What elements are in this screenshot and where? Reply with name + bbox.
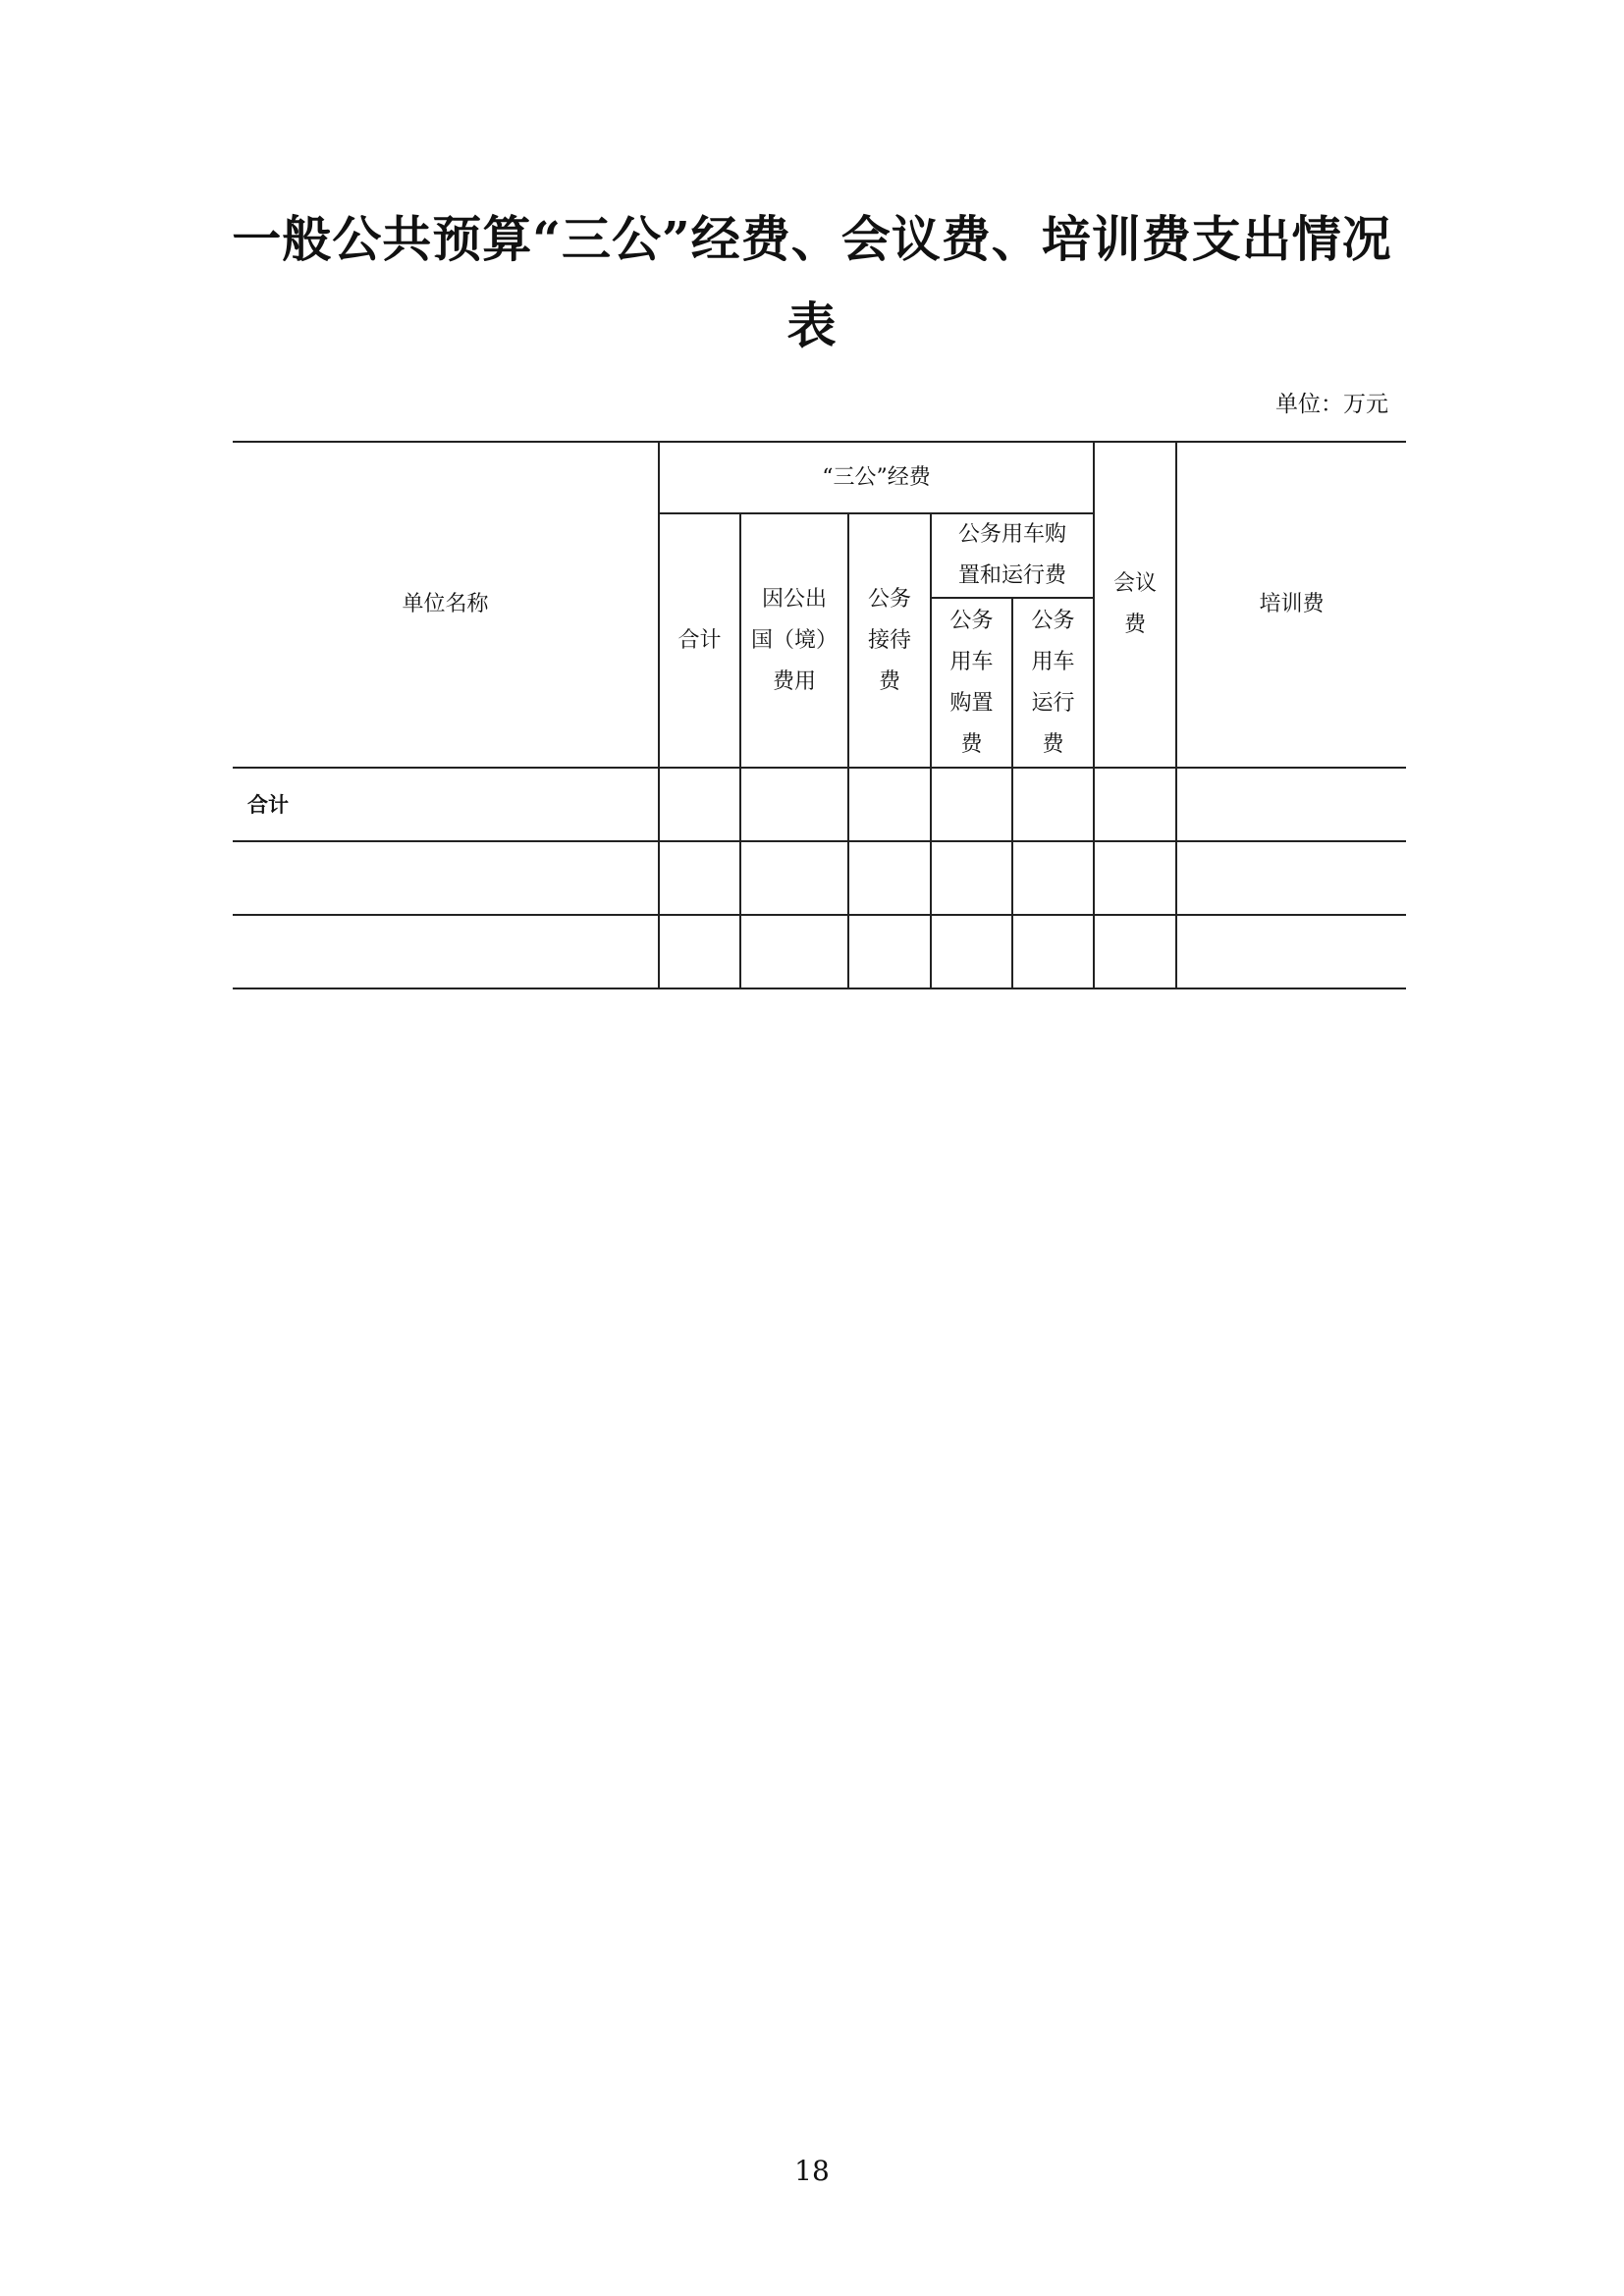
header-training: 培训费: [1176, 442, 1406, 768]
expenditure-table: [233, 441, 1406, 989]
row-unit-name: [233, 841, 659, 915]
table-cell: [740, 915, 848, 988]
table-cell: [848, 841, 931, 915]
table-cell: [848, 768, 931, 841]
table-cell: [848, 915, 931, 988]
row-unit-name: 合计: [233, 768, 659, 841]
table-cell: [740, 768, 848, 841]
title-line: 表: [786, 296, 838, 354]
header-row: [233, 442, 1406, 513]
header-abroad: 因公出 国（境） 费用: [740, 513, 848, 768]
table-row: [233, 841, 1406, 915]
header-vehicle-purchase: 公务 用车 购置 费: [931, 598, 1012, 768]
table-cell: [1012, 915, 1094, 988]
table-cell: [1094, 841, 1176, 915]
table-row: [233, 768, 1406, 841]
header-meeting: 会议 费: [1094, 442, 1176, 768]
table-cell: [1012, 768, 1094, 841]
table-cell: [659, 768, 740, 841]
table-cell: [1176, 915, 1406, 988]
header-total: 合计: [659, 513, 740, 768]
table-cell: [931, 841, 1012, 915]
header-reception: 公务 接待 费: [848, 513, 931, 768]
table-cell: [740, 841, 848, 915]
table-cell: [1176, 841, 1406, 915]
header-unit-name: 单位名称: [233, 442, 659, 768]
row-unit-name: [233, 915, 659, 988]
page-number: 18: [794, 2155, 830, 2187]
table-cell: [1094, 768, 1176, 841]
table-cell: [1012, 841, 1094, 915]
document-title: [0, 196, 1624, 369]
table-cell: [659, 915, 740, 988]
table-cell: [931, 915, 1012, 988]
header-vehicle: 公务用车购 置和运行费: [931, 513, 1094, 598]
table-cell: [931, 768, 1012, 841]
table-cell: [1094, 915, 1176, 988]
header-sangong: “三公”经费: [659, 442, 1094, 513]
title-line: 一般公共预算“三公”经费、会议费、培训费支出情况: [232, 210, 1392, 268]
table-cell: [1176, 768, 1406, 841]
table-cell: [659, 841, 740, 915]
table-row: [233, 915, 1406, 988]
header-vehicle-operation: 公务 用车 运行 费: [1012, 598, 1094, 768]
unit-label: 单位：万元: [1275, 392, 1388, 417]
